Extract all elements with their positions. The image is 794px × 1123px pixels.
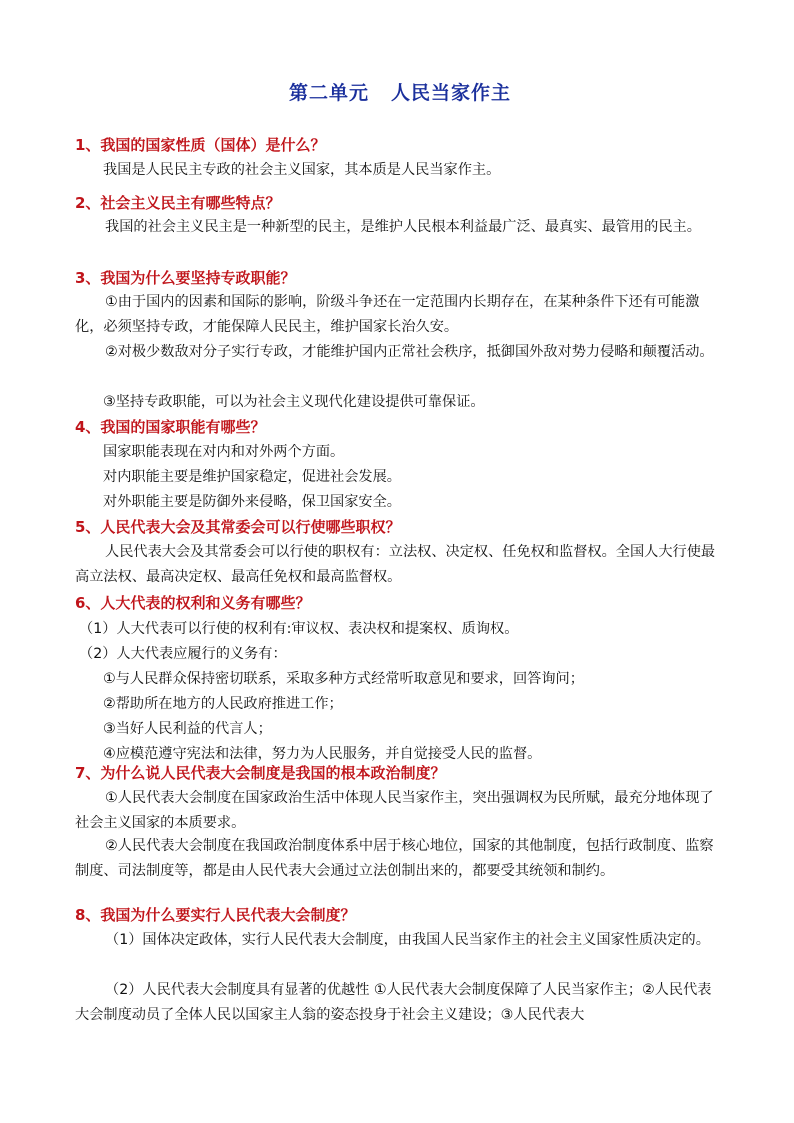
answer-paragraph: 对外职能主要是防御外来侵略，保卫国家安全。 [103,494,401,510]
answer-paragraph: ①由于国内的因素和国际的影响，阶级斗争还在一定范围内长期存在，在某种条件下还有可能激化，必须坚持专政，才能保障人民民主，维护国家长治久安。 [75,294,700,335]
question-heading: 6、人大代表的权利和义务有哪些？ [75,594,311,612]
question-heading: 4、我国的国家职能有哪些？ [75,418,266,436]
question-heading: 1、我国的国家性质（国体）是什么？ [75,136,326,154]
answer-paragraph: ④应模范遵守宪法和法律，努力为人民服务，并自觉接受人民的监督。 [103,746,542,762]
answer-paragraph: 我国是人民民主专政的社会主义国家，其本质是人民当家作主。 [103,162,501,178]
answer-paragraph: （2）人民代表大会制度具有显著的优越性 ①人民代表大会制度保障了人民当家作主；②人民代表大会制度动员了全体人民以国家主人翁的姿态投身于社会主义建设；③人民代表大 [75,982,712,1023]
question-heading: 3、我国为什么要坚持专政职能？ [75,269,296,287]
question-heading: 7、为什么说人民代表大会制度是我国的根本政治制度？ [75,764,446,782]
answer-paragraph: 对内职能主要是维护国家稳定，促进社会发展。 [103,469,401,485]
answer-paragraph: ③当好人民利益的代言人； [103,721,272,737]
question-heading: 5、人民代表大会及其常委会可以行使哪些职权？ [75,518,401,536]
answer-paragraph: （1）国体决定政体，实行人民代表大会制度，由我国人民当家作主的社会主义国家性质决定的。 [105,932,710,948]
answer-paragraph: ②人民代表大会制度在我国政治制度体系中居于核心地位，国家的其他制度，包括行政制度、监察制度、司法制度等，都是由人民代表大会通过立法创制出来的，都要受其统领和制约。 [75,838,714,879]
answer-paragraph: ②对极少数敌对分子实行专政，才能维护国内正常社会秩序，抵御国外敌对势力侵略和颠覆活动。 [105,344,714,360]
answer-paragraph: ②帮助所在地方的人民政府推进工作； [103,696,343,712]
answer-paragraph: ③坚持专政职能，可以为社会主义现代化建设提供可靠保证。 [103,394,485,410]
answer-paragraph: （1）人大代表可以行使的权利有:审议权、表决权和提案权、质询权。 [79,621,519,637]
answer-paragraph: ①与人民群众保持密切联系，采取多种方式经常听取意见和要求，回答询问； [103,671,584,687]
question-heading: 8、我国为什么要实行人民代表大会制度？ [75,906,356,924]
answer-paragraph: 我国的社会主义民主是一种新型的民主，是维护人民根本利益最广泛、最真实、最管用的民主。 [105,219,701,235]
title-topic: 人民当家作主 [391,82,512,104]
title-unit: 第二单元 [288,82,369,104]
answer-paragraph: 人民代表大会及其常委会可以行使的职权有：立法权、决定权、任免权和监督权。全国人大行使最高立法权、最高决定权、最高任免权和最高监督权。 [75,544,716,585]
answer-paragraph: 国家职能表现在对内和对外两个方面。 [103,444,345,460]
answer-paragraph: ①人民代表大会制度在国家政治生活中体现人民当家作主，突出强调权为民所赋，最充分地体现了社会主义国家的本质要求。 [75,790,714,831]
page-title [75,78,725,105]
question-heading: 2、社会主义民主有哪些特点？ [75,194,281,212]
answer-paragraph: （2）人大代表应履行的义务有： [79,646,287,662]
